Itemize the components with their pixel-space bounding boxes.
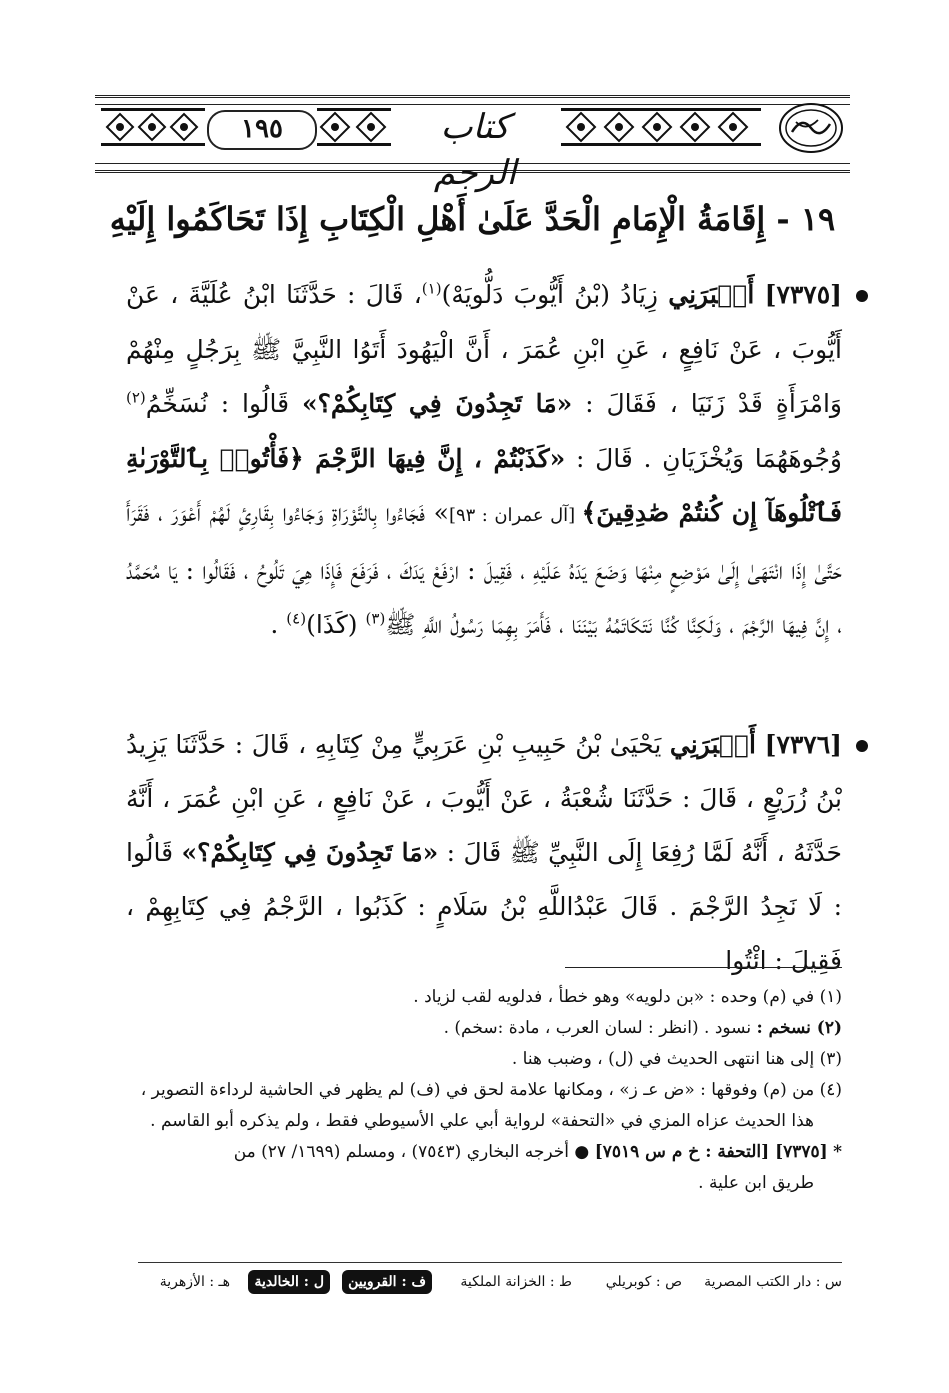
footnote-separator [565,967,842,968]
footnote-ref-4[interactable]: (٤) [286,609,307,628]
hadith-number: [٧٣٧٥] [764,280,842,309]
quran-reference: [آل عمران : ٩٣] [448,505,582,526]
legend-s: س : دار الكتب المصرية [704,1274,842,1290]
legend-separator [138,1262,842,1263]
ornament-right-icon [561,108,761,146]
footnote-ref-2[interactable]: (٢) [126,388,146,407]
manuscript-legend [138,1265,842,1299]
footnote-1: (١) في (م) وحده : «بن دلويه» وهو خطأ ، فدلويه لقب لزياد . [413,987,842,1007]
ornament-left-icon [101,108,205,146]
legend-l: ل : الخالدية [248,1270,330,1294]
footnote-4: (٤) من (م) وفوقها : «ض عـ ز» ، ومكانها علامة لحق في (ف) لم يظهر في الحاشية لرداءة التصوير ، [140,1080,842,1100]
hadith-text: (كَذَا) [306,610,366,639]
akhbarana-word: أَخۡبَرَنِي [669,730,756,759]
takhrij-text: ● أخرجه البخاري (٧٥٤٣) ، ومسلم (١٦٩٩/ ٢٧) من [233,1142,595,1162]
hadith-7375 [126,268,842,653]
footnote-2-text: نسود . (انظر : لسان العرب ، مادة :سخم) . [443,1018,757,1038]
footnotes [108,982,842,1199]
footnote-ref-1[interactable]: (١) [421,279,442,298]
hadith-text: . [270,610,287,639]
footnote-3: (٣) إلى هنا انتهى الحديث في (ل) ، وضبب هنا . [511,1049,842,1069]
book-title: كتاب الرجم [433,107,517,193]
takhrij-continued: طريق ابن علية . [698,1173,814,1193]
footnote-ref-3[interactable]: (٣) [365,609,386,628]
book-logo-icon [778,102,844,154]
footnote-2 [108,1013,842,1044]
hadith-text: ، قَالَ : حَدَّثَنَا ابْنُ عُلَيَّةَ ، عَنْ أَيُّوبَ ، عَنْ نَافِعٍ ، عَنِ ابْنِ عُمَرَ ، أَنَّ الْيَهُودَ أَتَوُا النَّبِيَّ ﷺ بِرَجُلٍ مِنْهُمْ وَامْرَأَةٍ قَدْ زَنَيَا ، فَقَالَ : [126,280,842,418]
ornament-center-left-icon [317,108,391,146]
page-number: ١٩٥ [207,110,317,150]
prophet-quote: «مَا تَجِدُونَ فِي كِتَابِكُمْ؟» [181,838,439,867]
takhrij-label: [٧٣٧٥] [التحفة : خ م س ٧٥١٩] [594,1142,828,1162]
legend-h: هـ : الأزهرية [159,1274,230,1290]
bullet-icon [856,290,868,302]
takhrij-note [108,1137,842,1168]
chapter-heading: ١٩ - إِقَامَةُ الْإِمَامِ الْحَدَّ عَلَىٰ أَهْلِ الْكِتَابِ إِذَا تَحَاكَمُوا إِلَيْهِ [109,200,836,238]
star-icon: * [833,1142,842,1162]
footnote-4-continued: هذا الحديث عزاه المزي في «التحفة» لرواية أبي علي الأسيوطي فقط ، ولم يذكره أبو القاسم . [150,1111,814,1131]
prophet-quote: «مَا تَجِدُونَ فِي كِتَابِكُمْ؟» [301,389,573,418]
akhbarana-word: أَخۡبَرَنِي [668,280,755,309]
legend-s2: ص : كوبريلي [605,1274,682,1290]
running-header [95,95,850,193]
prophet-quote: «كَذَبْتُمْ ، إِنَّ فِيهَا الرَّجْمَ ﴿فَأْتُوا۟ بِٱلتَّوْرَىٰةِ فَٱتْلُوهَآ إِن كُنتُمْ صَٰدِقِينَ﴾ [126,443,842,527]
hadith-7376 [126,718,842,988]
legend-t: ط : الخزانة الملكية [460,1274,572,1290]
hadith-text: زِيَادُ (بْنُ أَيُّوبَ دَلُّويَهْ) [441,280,669,309]
bullet-icon [856,740,868,752]
hadith-text: قَالُوا : نُسَخِّمُ [145,389,302,418]
footnote-2-label: (٢) نسخم : [756,1018,842,1038]
hadith-text: يَحْيَىٰ بْنُ حَبِيبِ بْنِ عَرَبِيٍّ مِنْ كِتَابِهِ ، قَالَ : حَدَّثَنَا يَزِيدُ بْنُ زُرَيْعٍ ، قَالَ : حَدَّثَنَا شُعْبَةُ ، عَنْ أَيُّوبَ ، عَنْ نَافِعٍ ، عَنِ ابْنِ عُمَرَ ، أَنَّهُ حَدَّثَهُ ، أَنَّهُ لَمَّا رُفِعَا إِلَى النَّبِيِّ ﷺ قَالَ : [126,730,843,867]
legend-f: ف : القرويين [342,1270,432,1294]
hadith-text: » فَجَاءُوا بِالتَّوْرَاةِ وَجَاءُوا بِقَارِئٍ لَهُمْ أَعْوَرَ ، فَقَرَأَ حَتَّىٰ إِذَا انْتَهَىٰ إِلَىٰ مَوْضِعٍ مِنْهَا وَضَعَ يَدَهُ عَلَيْهِ ، فَقِيلَ : ارْفَعْ يَدَكَ ، فَرَفَعَ فَإِذَا هِيَ تَلُوحُ ، فَقَالُوا : يَا مُحَمَّدُ ، إِنَّ فِيهَا الرَّجْمَ ، وَلَكِنَّا كُنَّا نَتَكَاتَمُهُ بَيْنَنَا ، فَأَمَرَ بِهِمَا رَسُولُ اللَّهِ ﷺ [126,498,842,639]
hadith-text: وُجُوهَهُمَا وَيُخْزَيَانِ . قَالَ : [565,443,843,473]
hadith-number: [٧٣٧٦] [764,730,842,759]
hadith-text: قَالُوا : لَا نَجِدُ الرَّجْمَ . قَالَ عَبْدُاللَّهِ بْنُ سَلَامٍ : كَذَبُوا ، الرَّجْمُ فِي كِتَابِهِمْ ، فَقِيلَ : ائْتُوا [126,838,842,975]
